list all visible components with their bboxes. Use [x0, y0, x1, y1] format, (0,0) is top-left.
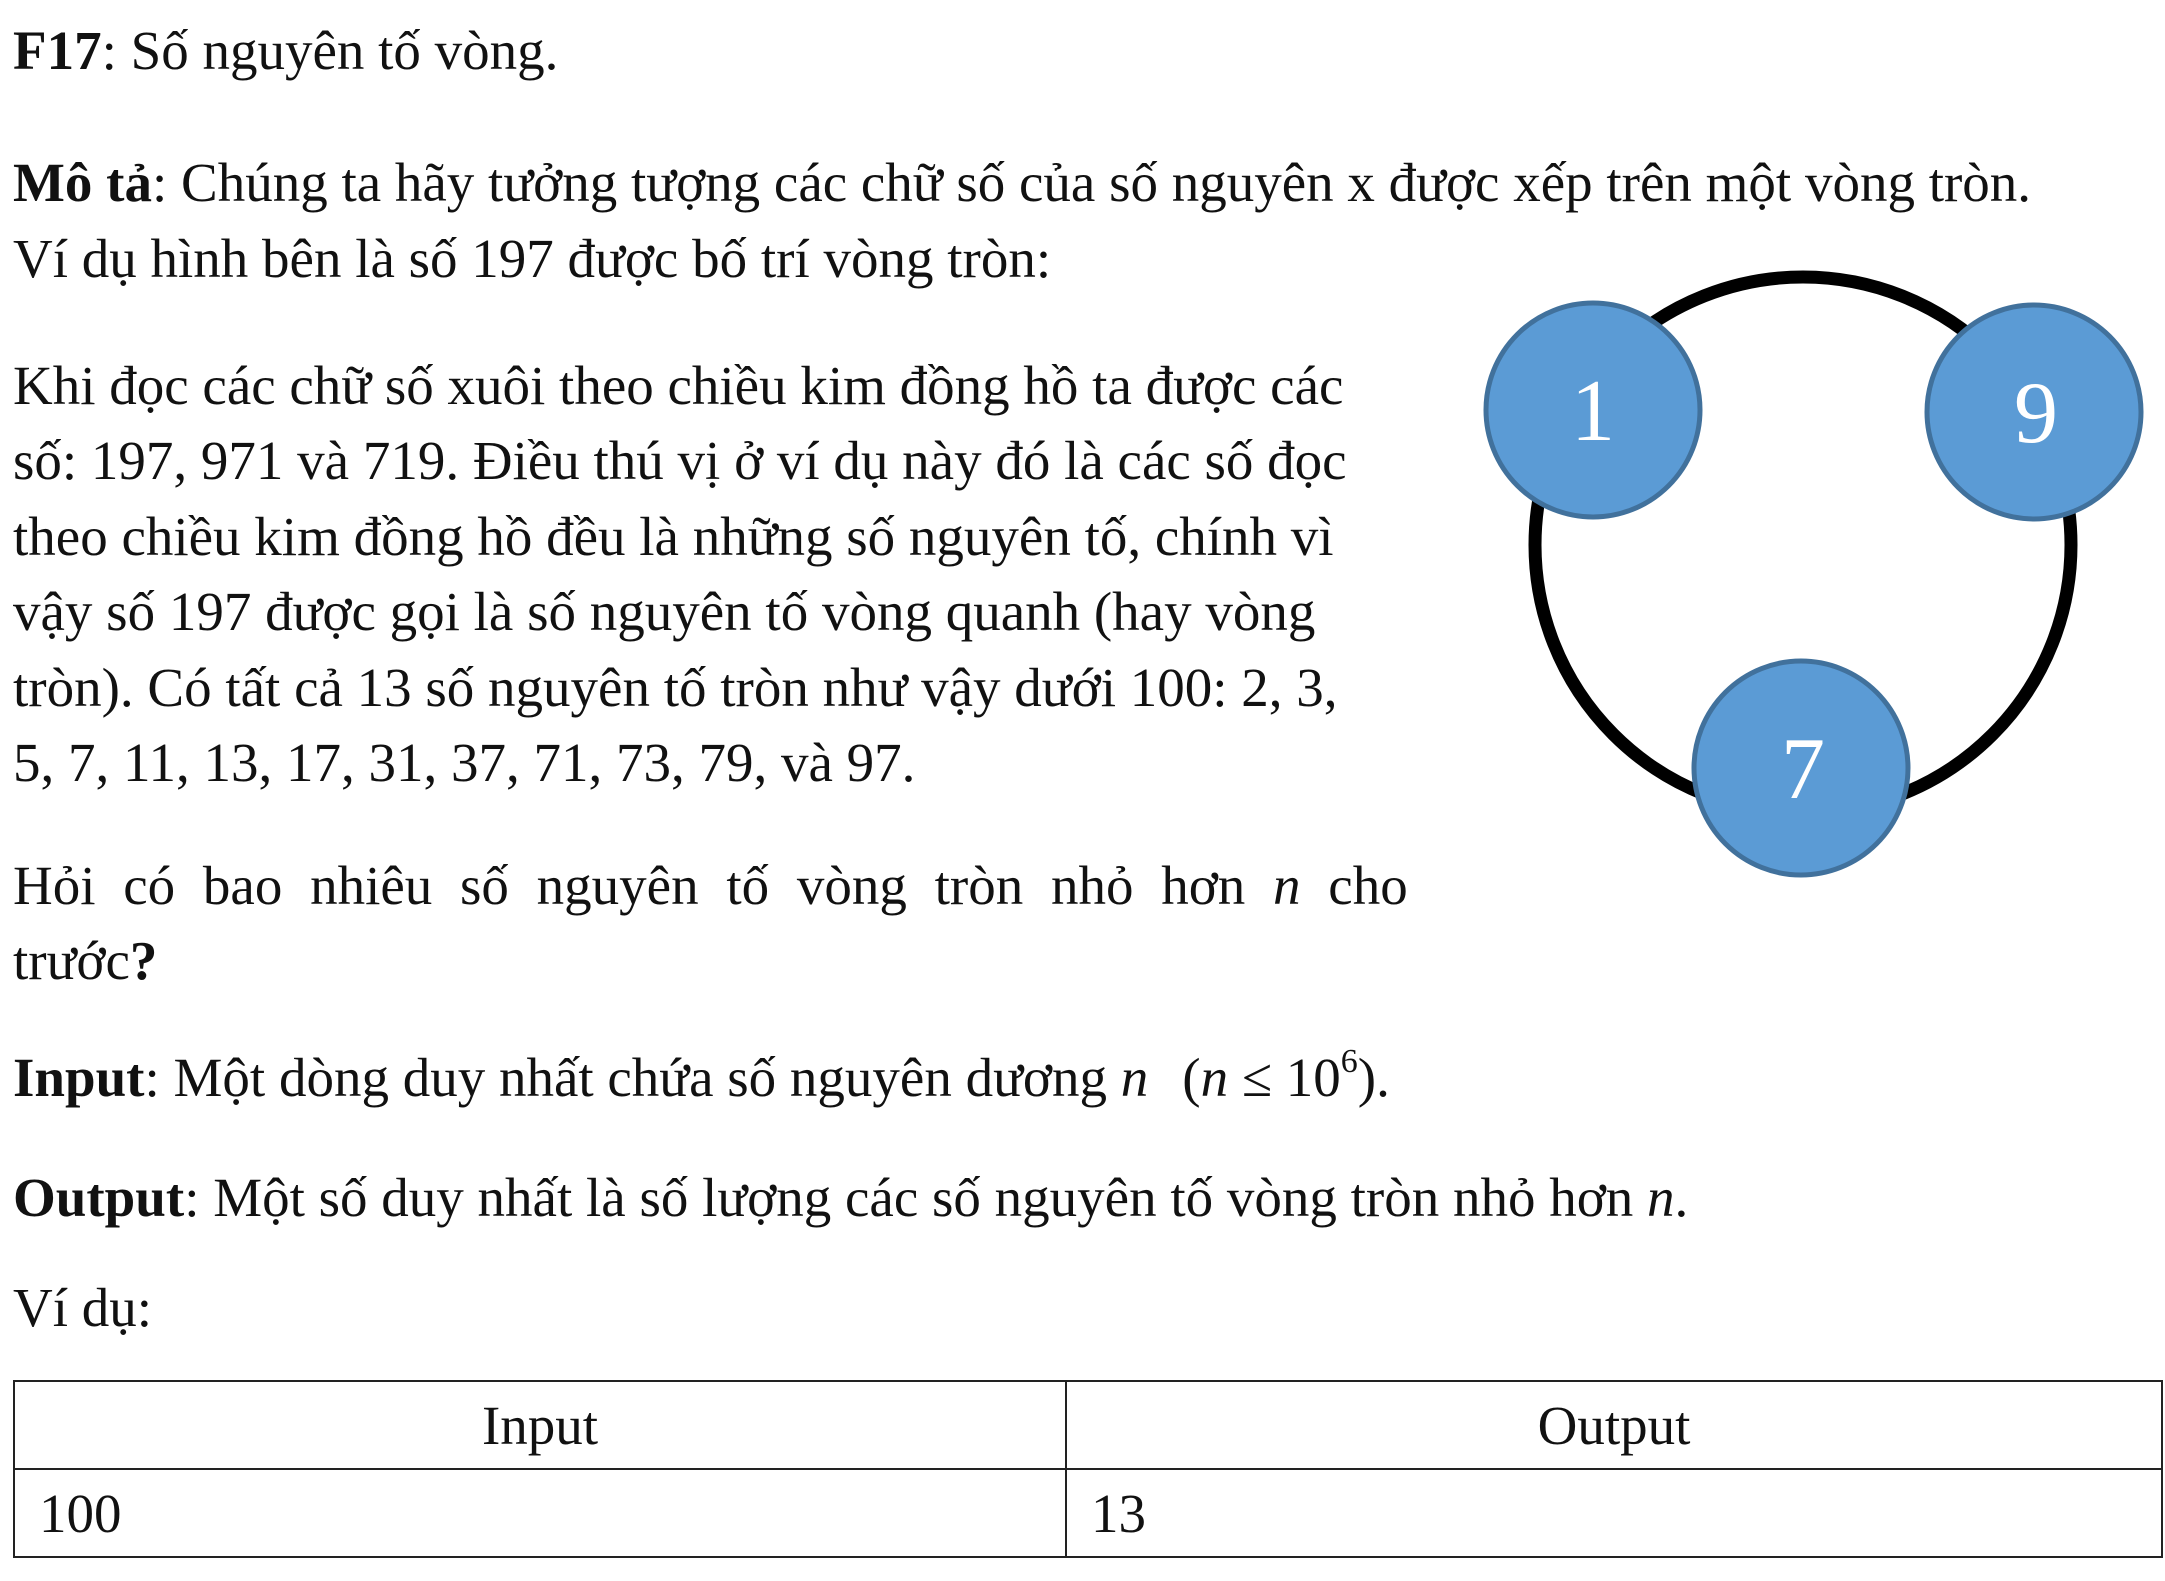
input-paren-close: ).: [1357, 1047, 1390, 1108]
explanation-line-2: số: 197, 971 và 719. Điều thú vị ở ví dụ này đó là các số đọc: [13, 430, 1347, 491]
problem-title-text: : Số nguyên tố vòng.: [101, 20, 559, 81]
input-exponent: 6: [1340, 1043, 1358, 1080]
description-text-2: Ví dụ hình bên là số 197 được bố trí vòng tròn:: [13, 228, 1052, 289]
explanation-line-4: vậy số 197 được gọi là số nguyên tố vòng quanh (hay vòng: [13, 581, 1316, 642]
input-spec: [13, 1045, 1390, 1111]
question-var: n: [1273, 855, 1301, 916]
digit-label-1: 1: [1571, 363, 1615, 460]
question-line-1: [13, 853, 1443, 919]
question-line-2: [13, 928, 157, 994]
description-label: Mô tả: [13, 152, 152, 213]
example-table-header-row: [14, 1381, 2162, 1469]
problem-code: F17: [13, 20, 102, 81]
table-row: [14, 1469, 2162, 1557]
circular-digits-svg: [1470, 240, 2160, 890]
input-condition: ≤ 10: [1228, 1047, 1341, 1108]
explanation-line-5: tròn). Có tất cả 13 số nguyên tố tròn như vậy dưới 100: 2, 3,: [13, 657, 1338, 718]
description-text-1: : Chúng ta hãy tưởng tượng các chữ số của số nguyên x được xếp trên một vòng tròn.: [151, 152, 2032, 213]
output-spec: [13, 1165, 1688, 1231]
output-label: Output: [13, 1167, 185, 1228]
digit-label-9: 9: [2014, 365, 2058, 462]
example-input-cell: 100: [14, 1469, 1066, 1557]
question-text: Hỏi có bao nhiêu số nguyên tố vòng tròn nhỏ hơn: [13, 855, 1274, 916]
example-label: Ví dụ:: [13, 1277, 153, 1338]
digit-label-7: 7: [1781, 721, 1825, 818]
input-var-2: n: [1200, 1047, 1229, 1108]
input-label: Input: [13, 1047, 145, 1108]
explanation-line-3: theo chiều kim đồng hồ đều là những số nguyên tố, chính vì: [13, 506, 1334, 567]
output-var: n: [1647, 1167, 1675, 1228]
input-text: : Một dòng duy nhất chứa số nguyên dương: [144, 1047, 1121, 1108]
explanation-line-1: Khi đọc các chữ số xuôi theo chiều kim đồng hồ ta được các: [13, 355, 1344, 416]
input-paren-open: (: [1182, 1047, 1201, 1108]
question-text-after: cho: [1300, 855, 1408, 916]
example-table: [13, 1380, 2163, 1558]
circular-digits-diagram: [1470, 240, 2160, 890]
description-line-2: [13, 226, 1051, 292]
question-mark: ?: [129, 930, 158, 991]
output-text: : Một số duy nhất là số lượng các số nguyên tố vòng tròn nhỏ hơn: [184, 1167, 1648, 1228]
problem-title: [13, 18, 558, 84]
example-header-output: Output: [1066, 1381, 2162, 1469]
example-header-input: Input: [14, 1381, 1066, 1469]
input-var: n: [1120, 1047, 1149, 1108]
question-text-2: trước: [13, 930, 130, 991]
example-output-cell: 13: [1066, 1469, 2162, 1557]
explanation-line-6: 5, 7, 11, 13, 17, 31, 37, 71, 73, 79, và 97.: [13, 732, 916, 793]
description-line-1: [13, 150, 2031, 216]
output-end: .: [1674, 1167, 1689, 1228]
